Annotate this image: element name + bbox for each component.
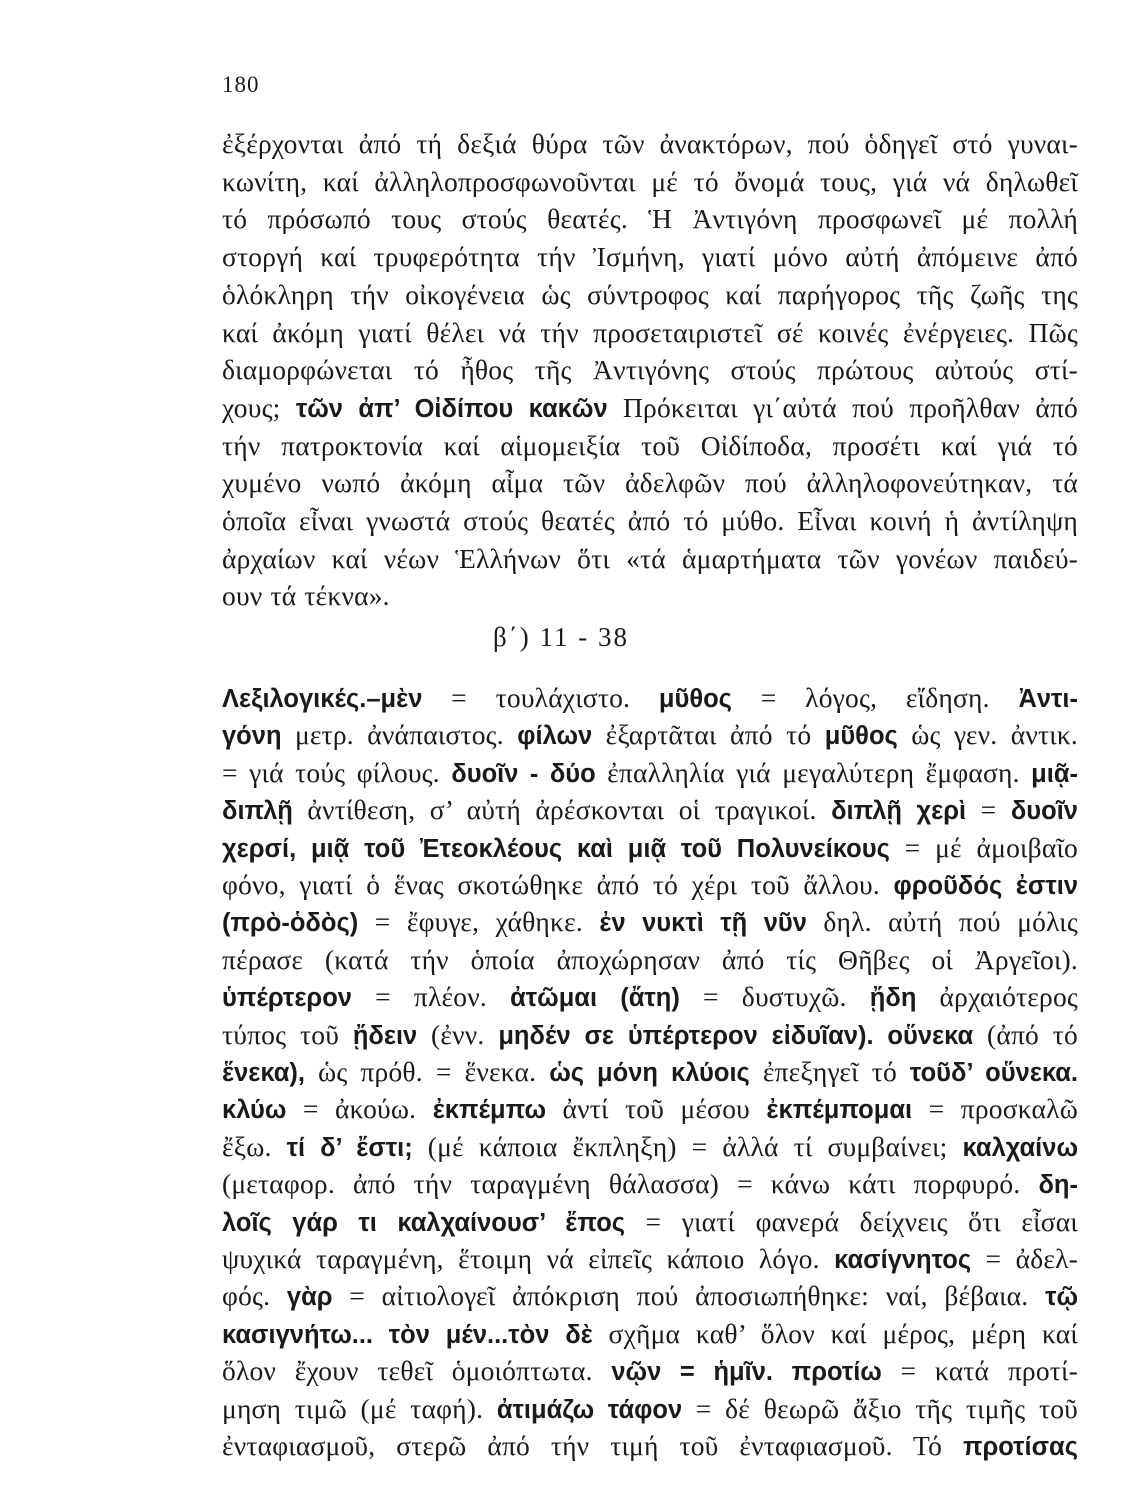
text-span: ὡς πρόθ. = ἕνεκα. [305,1056,550,1087]
bold-term: διπλῇ χερὶ [831,797,967,826]
text-span: = τουλάχιστο. [422,682,659,713]
bold-term: κλύω [222,1096,287,1125]
bold-term: Ἀντι- [1018,685,1078,713]
text-span: = δυστυχῶ. [679,981,870,1013]
text-line: χυμένο νωπό ἀκόμη αἷμα τῶν ἀδελφῶν πού ἀλληλοφονεύτηκαν, τά [222,467,1078,499]
text-span: = [966,794,1011,826]
bold-term: ἐκπέμπω [432,1096,546,1125]
text-line: ουν τά τέκνα». [222,580,390,612]
text-line [222,1241,1078,1278]
bold-term: τῷ [1045,1283,1078,1312]
text-span: χους; [222,391,296,423]
bold-term: κασιγνήτω... τὸν μέν...τὸν δὲ [222,1320,593,1349]
bold-term: (πρὸ-ὁδὸς) [222,909,359,938]
text-span: = μέ ἀμοιβαῖο [889,831,1078,863]
text-span: ὅλον ἔχουν τεθεῖ ὁμοιόπτωτα. [222,1355,612,1387]
text-span: Πρόκειται γι΄αὐτά πού προῆλθαν ἀπό [607,391,1078,423]
bold-term: διπλῇ [222,797,293,826]
text-span: = αἰτιολογεῖ ἀπόκριση πού ἀποσιωπήθηκε: ναί, βέβαια. [332,1280,1046,1312]
text-span: (μέ κάποια ἔκπληξη) = ἀλλά τί συμβαίνει; [412,1130,963,1162]
bold-term: γόνη [222,722,282,751]
text-line [222,1391,1078,1428]
text-span: ἐπεξηγεῖ τό [749,1056,910,1087]
bold-term: κασίγνητος [834,1246,972,1274]
text-line [222,904,1078,941]
text-line: διαμορφώνεται τό ἦθος τῆς Ἀντιγόνης στούς πρώτους αὐτούς στί- [222,354,1078,386]
text-span: (ἐνν. [417,1018,499,1050]
bold-term: ἐν νυκτὶ τῇ νῦν [599,909,807,938]
bold-term: ἀτιμάζω τάφον [496,1395,683,1424]
text-line: κωνίτη, καί ἀλληλοπροσφωνοῦνται μέ τό ὄνομά τους, γιά νά δηλωθεῖ [222,165,1078,197]
text-line: στοργή καί τρυφερότητα τήν Ἰσμήνη, γιατί μόνο αὐτή ἀπόμεινε ἀπό [222,241,1078,273]
text-line [222,1278,1078,1315]
text-span: = γιατί φανερά δείχνεις ὅτι εἶσαι [625,1205,1078,1237]
text-line: ἐξέρχονται ἀπό τή δεξιά θύρα τῶν ἀνακτόρων, πού ὁδηγεῖ στό γυναι- [222,128,1078,159]
text-span: = γιά τούς φίλους. [222,756,452,788]
text-span: ἀντίθεση, σ’ αὐτή ἀρέσκονται οἱ τραγικοί. [292,794,832,826]
bold-term: τῶν ἀπ’ Οἰδίπου κακῶν [295,394,608,423]
bold-term: λοῖς γάρ τι καλχαίνουσ’ ἔπος [222,1208,626,1237]
bold-term: τοῦδ’ οὕνεκα. [909,1059,1079,1087]
bold-term: ὑπέρτερον [222,984,352,1013]
text-span: ἐπαλληλία γιά μεγαλύτερη ἔμφαση. [595,756,1032,788]
text-span: = προσκαλῶ [912,1093,1078,1125]
bold-term: ἕνεκα), [222,1059,306,1087]
text-line [222,1204,1078,1241]
bold-term: μῦθος [658,685,732,713]
text-line [222,390,1078,427]
text-line: τήν πατροκτονία καί αἱμομειξία τοῦ Οἰδίποδα, προσέτι καί γιά τό [222,429,1078,461]
text-span: ἀντί τοῦ μέσου [546,1093,767,1125]
text-line: ἀρχαίων καί νέων Ἑλλήνων ὅτι «τά ἁμαρτήματα τῶν γονέων παιδεύ- [222,542,1078,574]
bold-term: δυοῖν - δύο [451,759,596,788]
text-span: ἐνταφιασμοῦ, στερῶ ἀπό τήν τιμή τοῦ ἐνταφιασμοῦ. Τό [222,1430,963,1461]
bold-term: μηδέν σε ὑπέρτερον εἰδυῖαν). οὕνεκα [498,1021,974,1050]
text-line: τό πρόσωπό τους στούς θεατές. Ἡ Ἀντιγόνη προσφωνεῖ μέ πολλή [222,203,1078,235]
bold-term: γὰρ [286,1283,333,1312]
text-span: ὡς γεν. ἀντικ. [897,719,1078,751]
text-span: φός. [222,1280,287,1312]
text-span: μηση τιμῶ (μέ ταφή). [222,1392,497,1424]
text-line [222,830,1078,867]
text-span: ἔξω. [222,1130,287,1162]
text-line [222,1017,1078,1054]
text-line [222,755,1078,792]
text-span: = ἔφυγε, χάθηκε. [358,906,600,938]
text-line [222,1166,1078,1203]
bold-term: φίλων [517,722,593,751]
text-line [222,867,1078,904]
text-line [222,1091,1078,1128]
text-line [222,1054,1078,1091]
text-line: ὁποῖα εἶναι γνωστά στούς θεατές ἀπό τό μύθο. Εἶναι κοινή ἡ ἀντίληψη [222,505,1078,536]
bold-term: ᾔδη [869,984,917,1013]
text-line: ὁλόκληρη τήν οἰκογένεια ὡς σύντροφος καί παρήγορος τῆς ζωῆς της [222,278,1078,310]
bold-term: δη- [1038,1171,1078,1200]
bold-term: φροῦδός ἐστιν [893,872,1078,900]
text-span: σχῆμα καθ’ ὅλον καί μέρος, μέρη καί [592,1317,1078,1349]
text-span: δηλ. αὐτή πού μόλις [806,906,1078,938]
page-number: 180 [222,72,260,97]
text-span: = πλέον. [351,981,511,1013]
text-span: μετρ. ἀνάπαιστος. [281,719,518,751]
text-span: = λόγος, εἴδηση. [731,682,1019,713]
text-span: = κατά προτί- [881,1355,1078,1387]
text-line: καί ἀκόμη γιατί θέλει νά τήν προσεταιριστεῖ σέ κοινές ἐνέργειες. Πῶς [222,316,1078,348]
text-line: πέρασε (κατά τήν ὁποία ἀποχώρησαν ἀπό τίς Θῆβες οἱ Ἀργεῖοι). [222,943,1078,975]
text-span: (μεταφορ. ἀπό τήν ταραγμένη θάλασσα) = κάνω κάτι πορφυρό. [222,1168,1039,1200]
text-line [222,1353,1078,1390]
bold-term: δυοῖν [1010,797,1078,826]
text-span: τύπος τοῦ [222,1018,353,1050]
bold-term: ὡς μόνη κλύοις [549,1059,750,1087]
text-line [222,1129,1078,1166]
text-span: ἐξαρτᾶται ἀπό τό [592,719,825,751]
bold-term: μιᾷ- [1031,759,1078,788]
bold-term: καλχαίνω [962,1133,1078,1162]
text-span: = ἀκούω. [286,1093,433,1125]
text-line [222,680,1078,717]
text-line [222,979,1078,1016]
text-line [222,792,1078,829]
bold-term: ἀτῶμαι (ἄτη) [510,984,680,1013]
text-span: ψυχικά ταραγμένη, ἕτοιμη νά εἰπεῖς κάποιο λόγο. [222,1243,835,1274]
bold-term: μῦθος [824,722,898,751]
text-line [222,1316,1078,1353]
text-span: (ἀπό τό [973,1018,1078,1050]
text-span: = ἀδελ- [971,1243,1078,1274]
bold-term: τί δ’ ἔστι; [286,1133,413,1162]
bold-term: ᾔδειν [352,1021,418,1050]
bold-term: ἐκπέμπομαι [766,1096,913,1125]
bold-term: νῷν = ἡμῖν. προτίω [611,1358,882,1387]
text-span: φόνο, γιατί ὁ ἕνας σκοτώθηκε ἀπό τό χέρι τοῦ ἄλλου. [222,869,894,900]
text-span: = δέ θεωρῶ ἄξιο τῆς τιμῆς τοῦ [682,1392,1078,1424]
bold-term: χερσί, μιᾷ τοῦ Ἐτεοκλέους καὶ μιᾷ τοῦ Πολυνείκους [222,834,890,863]
text-line [222,1428,1078,1465]
text-span: ἀρχαιότερος [916,981,1078,1013]
text-line [222,717,1078,754]
bold-term: προτίσας [962,1433,1078,1461]
section-heading: β΄) 11 - 38 [493,622,629,652]
bold-term: Λεξιλογικές.–μὲν [222,685,423,713]
